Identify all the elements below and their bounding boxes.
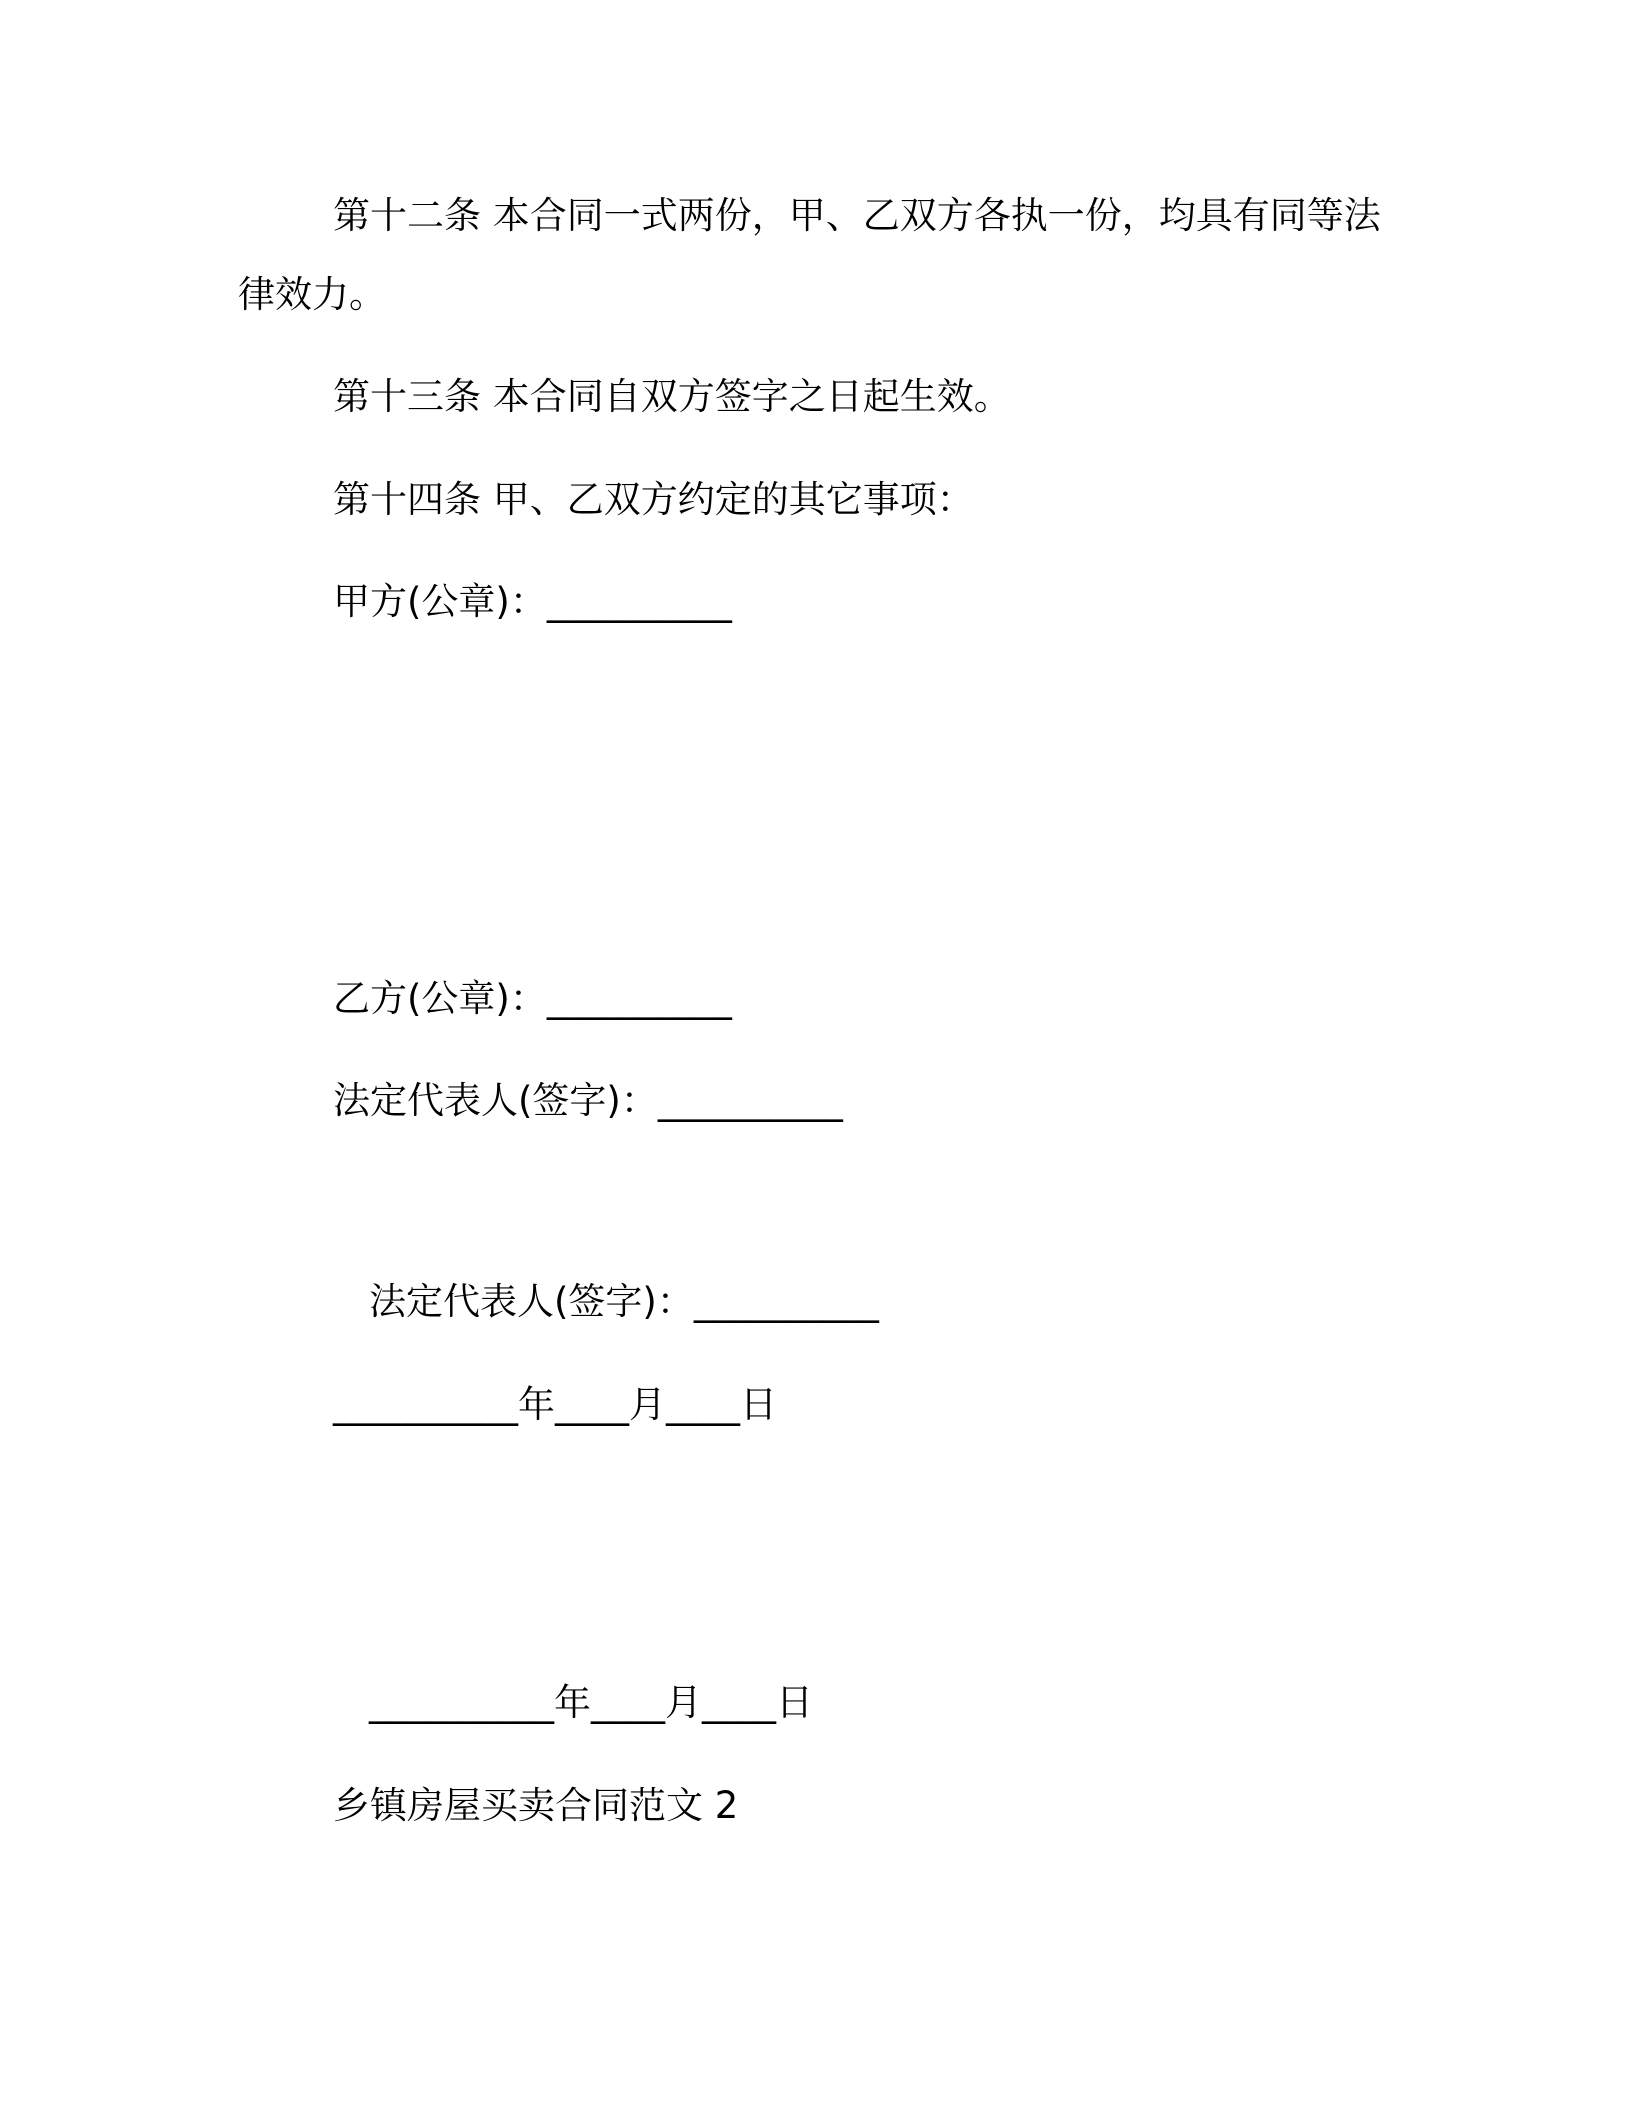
clause-12-line-1: 第十二条 本合同一式两份，甲、乙双方各执一份，均具有同等法 [333, 194, 1381, 237]
party-a-seal: 甲方(公章)：__________ [333, 580, 732, 623]
date-line-1: __________年____月____日 [333, 1383, 777, 1426]
next-contract-title: 乡镇房屋买卖合同范文 2 [333, 1784, 739, 1827]
legal-representative-1: 法定代表人(签字)：__________ [333, 1079, 843, 1122]
legal-representative-2: 法定代表人(签字)：__________ [369, 1280, 879, 1323]
party-b-seal: 乙方(公章)：__________ [333, 977, 732, 1020]
date-line-2: __________年____月____日 [369, 1681, 813, 1724]
clause-12-line-2: 律效力。 [238, 273, 386, 316]
clause-13: 第十三条 本合同自双方签字之日起生效。 [333, 375, 1011, 418]
clause-14: 第十四条 甲、乙双方约定的其它事项： [333, 478, 974, 521]
